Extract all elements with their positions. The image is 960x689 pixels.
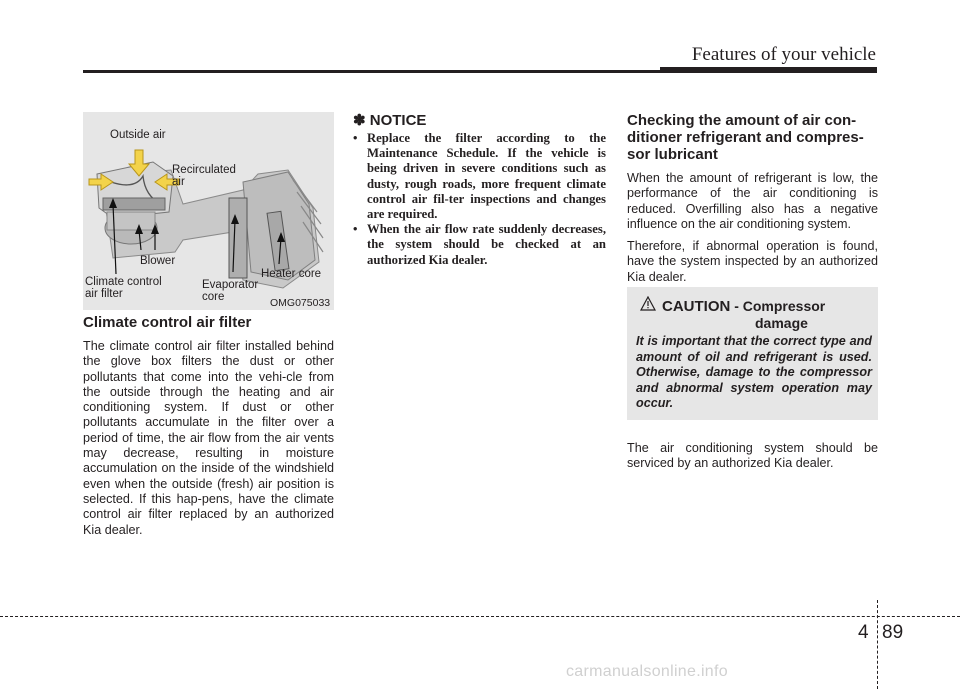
label-outside-air: Outside air — [110, 129, 166, 141]
label-blower: Blower — [140, 255, 176, 267]
watermark: carmanualsonline.info — [566, 663, 728, 680]
notice-block — [353, 112, 606, 268]
refrigerant-para-1: When the amount of refrigerant is low, the performance of the air conditioning is reduced. Overfilling also has a negative influence on the air conditioning system. — [627, 171, 878, 231]
notice-item: • When the air flow rate suddenly decreases, the system should be checked at an authorized Kia dealer. — [353, 222, 606, 267]
refrigerant-heading: Checking the amount of air con-ditioner refrigerant and compres-sor lubricant — [627, 112, 864, 163]
notice-list — [353, 131, 606, 268]
header-accent-bar — [660, 67, 877, 73]
label-climate-control-air-filter: Climate control air filter — [85, 276, 162, 300]
caution-text: It is important that the correct type and amount of oil and refrigerant is used. Otherwise, damage to the compressor and abnormal system operation may occur. — [636, 334, 872, 410]
refrigerant-para-2: Therefore, if abnormal operation is found, have the system inspected by an authorized Kia dealer. — [627, 239, 878, 284]
caution-label: CAUTION — [662, 298, 731, 315]
service-note — [627, 441, 878, 479]
caution-title — [662, 299, 825, 314]
notice-heading: ✽ NOTICE — [353, 112, 427, 129]
refrigerant-para-3: The air conditioning system should be serviced by an authorized Kia dealer. — [627, 441, 878, 471]
caution-subtitle: - Compressor — [734, 298, 826, 314]
air-filter-body: The climate control air filter installed behind the glove box filters the dust or other pollutants that come into the vehi-cle from the outside through the heating and air conditioning system. If dust or other pollutants accumulate in the filter over a period of time, the air flow from the air vents may decrease, resulting in moisture accumulation on the inside of the windshield even when the outside (fresh) air position is selected. If this hap-pens, have the climate control air filter replaced by an authorized Kia dealer. — [83, 339, 334, 537]
figure-code: OMG075033 — [270, 297, 331, 309]
chapter-number: 4 — [858, 622, 869, 643]
label-heater-core: Heater core — [261, 268, 322, 280]
hvac-diagram-figure — [83, 112, 334, 310]
caution-subtitle-2: damage — [755, 315, 808, 331]
notice-item-text: When the air flow rate suddenly decreases, the system should be checked at an authorized Kia dealer. — [367, 222, 606, 267]
section-refrigerant — [627, 112, 878, 292]
section-air-filter — [83, 314, 334, 545]
label-evaporator-core: Evaporator core — [202, 279, 259, 303]
page-number: 89 — [882, 622, 904, 643]
footer-divider — [877, 600, 878, 689]
page-header-title: Features of your vehicle — [691, 44, 876, 65]
notice-item: • Replace the filter according to the Maintenance Schedule. If the vehicle is being driven in severe conditions such as dusty, rough roads, more frequent climate control air fil-ter inspections and changes are required. — [353, 131, 606, 222]
air-filter-heading: Climate control air filter — [83, 314, 252, 331]
caution-box — [627, 287, 878, 420]
footer-rule — [0, 616, 960, 617]
warning-triangle-icon — [640, 296, 656, 311]
label-recirculated-air: Recirculated air — [172, 164, 236, 188]
notice-item-text: Replace the filter according to the Maintenance Schedule. If the vehicle is being driven in severe conditions such as dusty, rough roads, more frequent climate control air fil-ter inspections and changes are required. — [367, 131, 606, 222]
